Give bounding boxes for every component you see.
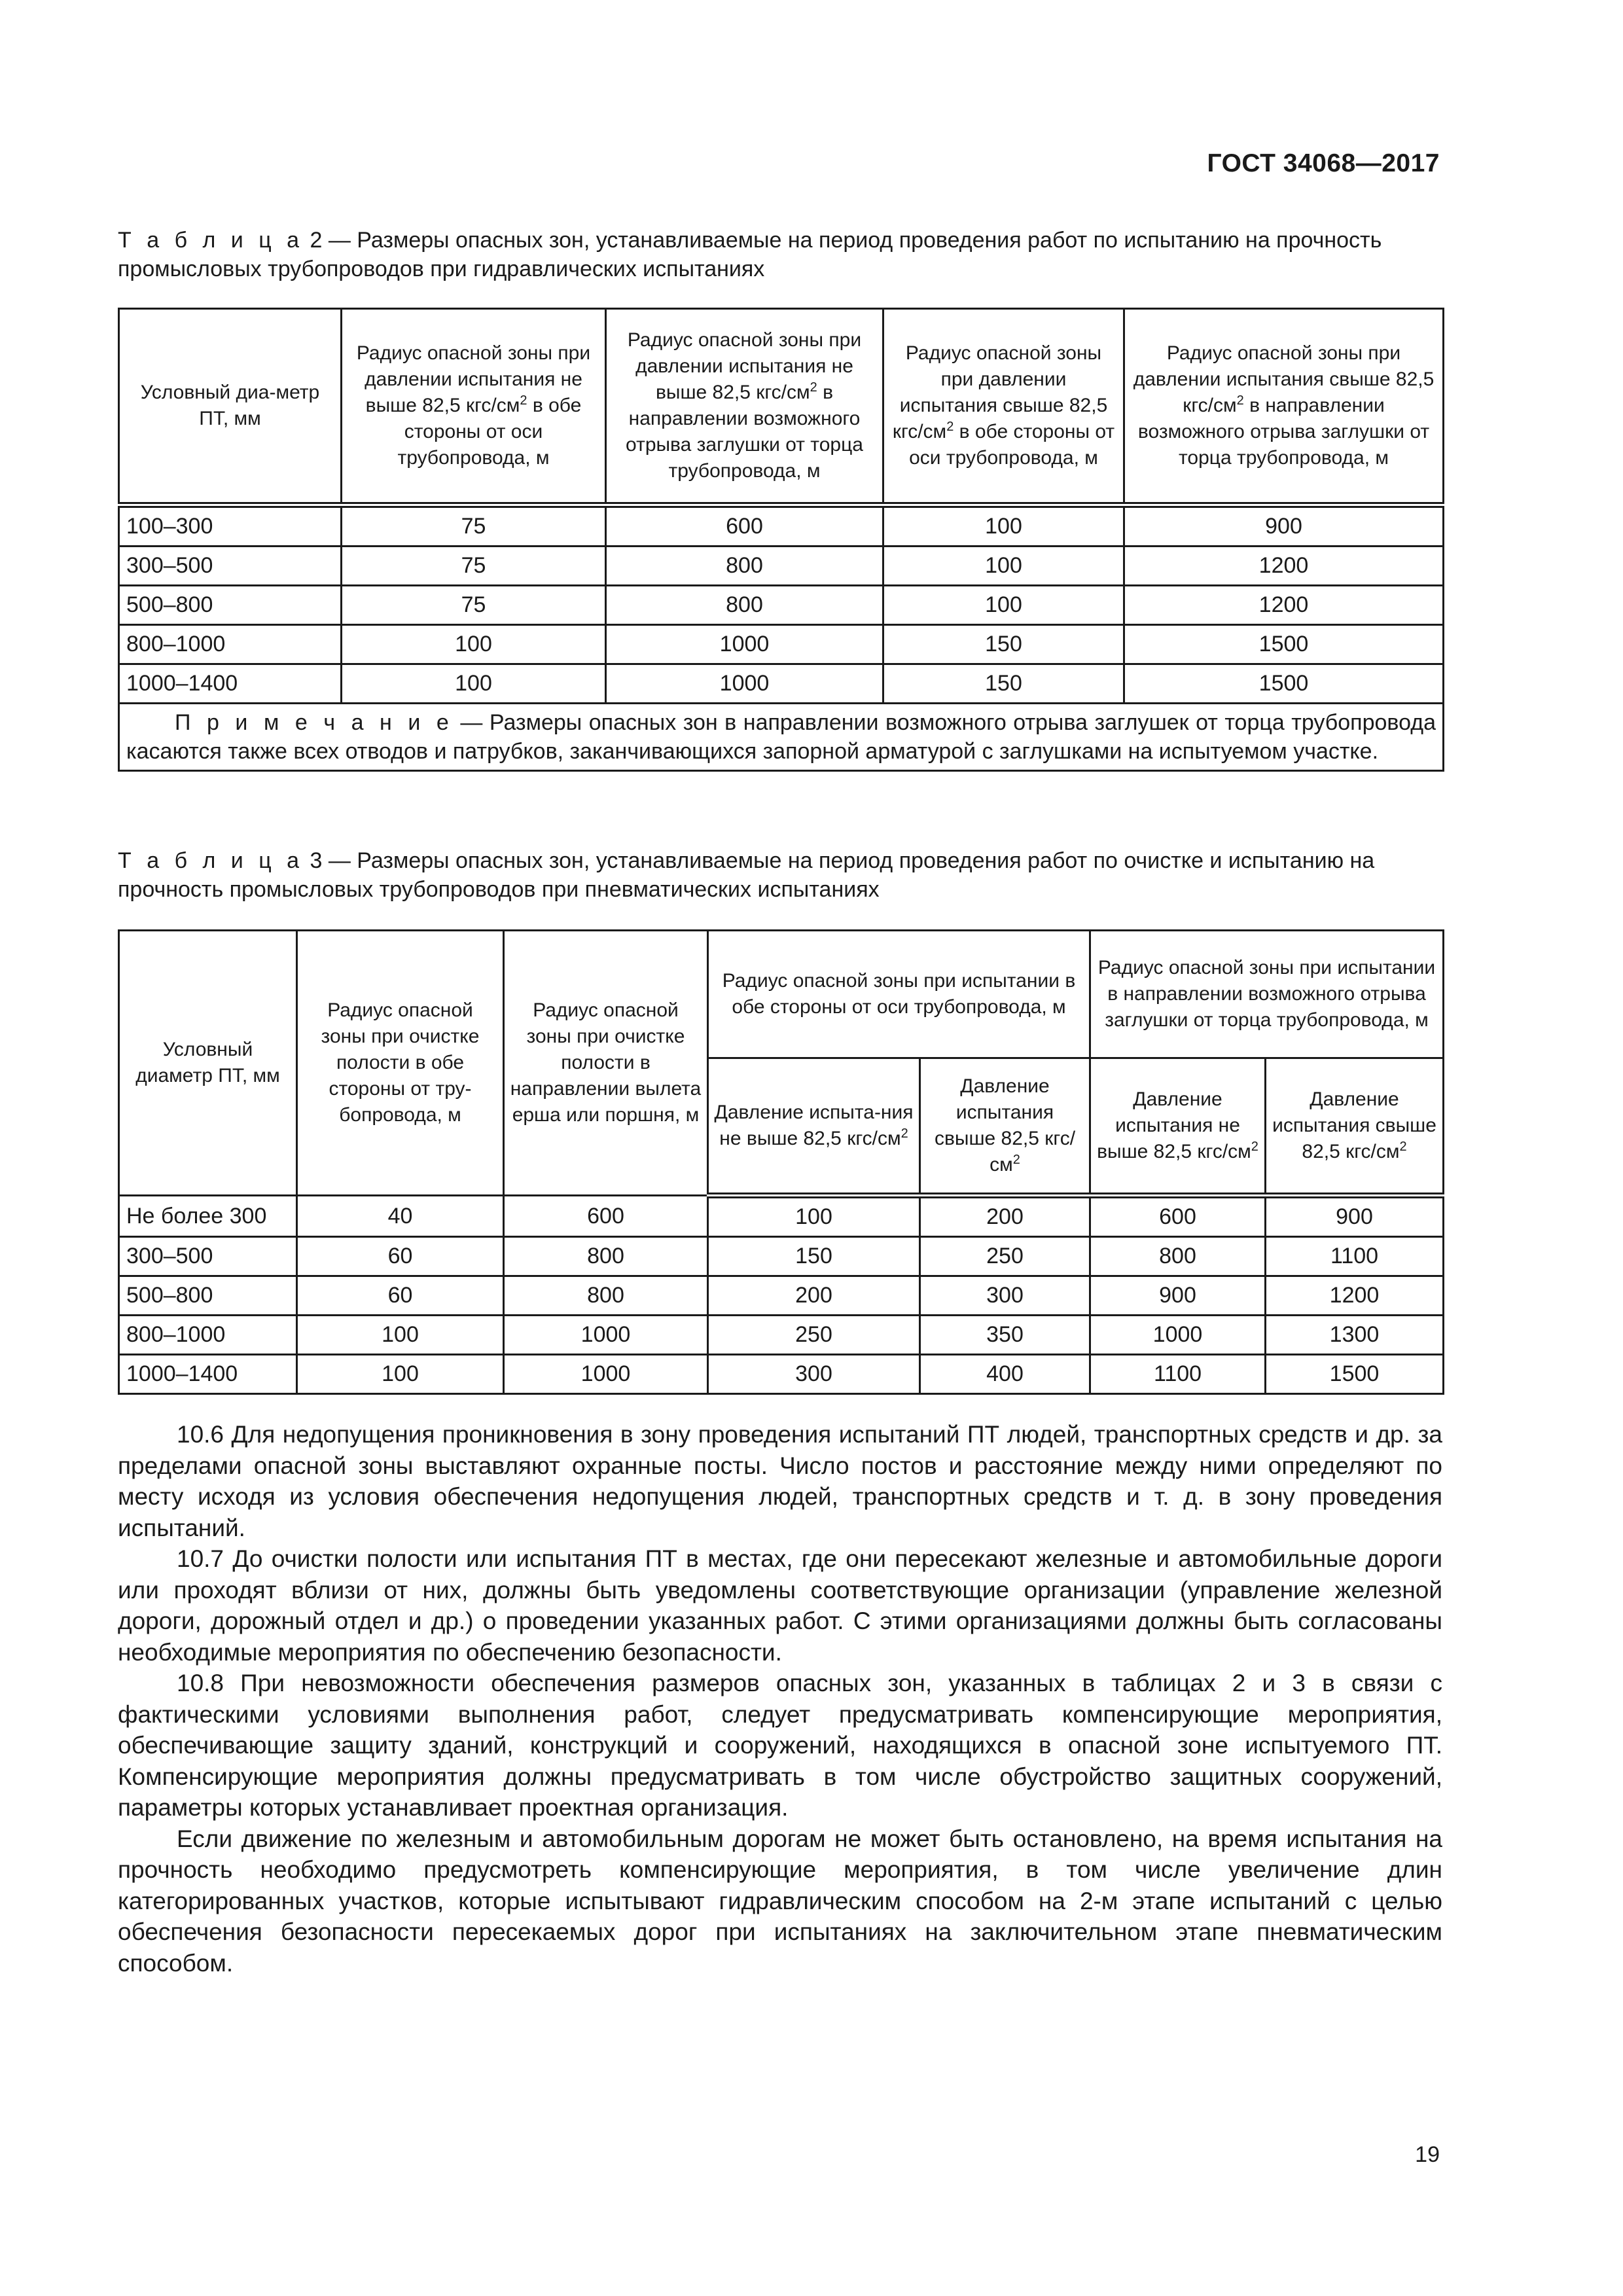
table2-cell: 500–800 [119,586,342,625]
table2-cell: 75 [342,547,606,586]
table2-header-diameter: Условный диа-метр ПТ, мм [119,309,342,505]
table3-cell: 1100 [1090,1355,1266,1394]
table2-cell: 1500 [1124,625,1444,664]
table2-header-row [119,309,1444,505]
table3-cell: 300 [708,1355,920,1394]
table3-cell: 600 [1090,1196,1266,1237]
table2-cell: 800 [606,586,883,625]
table3-cell: 250 [708,1316,920,1355]
paragraph-10-6: 10.6 Для недопущения проникновения в зону проведения испытаний ПТ людей, транспортных средств и др. за пределами опасной зоны выставляют охранные посты. Число постов и расстояние между ними определяют по месту исходя из условия обеспечения недопущения людей, транспортных средств и т. д. в зону проведения испытаний. [118,1421,1442,1541]
table3-cell: 100 [297,1316,504,1355]
table3-cell: 40 [297,1196,504,1237]
table3-cell: 100 [297,1355,504,1394]
table2-cell: 75 [342,505,606,547]
table-row [119,664,1444,704]
table3-cell: 800 [504,1276,708,1316]
table3 [118,929,1444,1395]
table-row [119,547,1444,586]
table-row [119,1237,1444,1276]
table2-cell: 150 [883,625,1124,664]
table3-cell: 400 [920,1355,1090,1394]
table2-caption-label: Т а б л и ц а [118,228,304,253]
table2-cell: 300–500 [119,547,342,586]
table3-cell: 800 [504,1237,708,1276]
table2-note-row [119,704,1444,771]
table3-cell: 300 [920,1276,1090,1316]
table-row [119,1316,1444,1355]
table2-note-text: — Размеры опасных зон в направлении возможного отрыва заглушек от торца трубопровода касаются также всех отводов и патрубков, заканчивающихся запорной арматурой с заглушками на испытуемом участке. [126,710,1436,764]
table3-cell: 1300 [1266,1316,1444,1355]
table2-caption [118,226,1440,283]
table3-subheader-high-plug: Давление испытания свыше 82,5 кгс/$см^2$ [1266,1058,1444,1196]
table3-header-test-both: Радиус опасной зоны при испытании в обе стороны от оси трубопровода, м [708,931,1090,1058]
table3-cell: Не более 300 [119,1196,297,1237]
table3-cell: 150 [708,1237,920,1276]
table2-cell: 100 [883,505,1124,547]
table2-cell: 1200 [1124,547,1444,586]
table3-cell: 200 [920,1196,1090,1237]
page-number: 19 [1415,2142,1440,2167]
table2-header-radius-high-both: Радиус опасной зоны при давлении испытания свыше 82,5 кгс/$см^2$ в обе стороны от оси трубопровода, м [883,309,1124,505]
table3-cell: 100 [708,1196,920,1237]
table3-header-diameter: Условный диаметр ПТ, мм [119,931,297,1196]
table2-cell: 100 [883,586,1124,625]
table3-header-cleaning-both: Радиус опасной зоны при очистке полости в обе стороны от тру-бопровода, м [297,931,504,1196]
table3-subheader-high-both: Давление испытания свыше 82,5 кгс/$см^2$ [920,1058,1090,1196]
table2-cell: 1000 [606,664,883,704]
table3-cell: 500–800 [119,1276,297,1316]
table-row [119,625,1444,664]
table2-note-label: П р и м е ч а н и е [175,710,454,735]
table3-cell: 350 [920,1316,1090,1355]
body-text [118,1419,1442,1979]
table-row [119,586,1444,625]
table3-cell: 900 [1266,1196,1444,1237]
table-row [119,1355,1444,1394]
table3-cell: 300–500 [119,1237,297,1276]
table3-subheader-low-plug: Давление испытания не выше 82,5 кгс/$см^2$ [1090,1058,1266,1196]
table3-header-cleaning-pig: Радиус опасной зоны при очистке полости в направлении вылета ерша или поршня, м [504,931,708,1196]
table2-cell: 800–1000 [119,625,342,664]
document-id: ГОСТ 34068—2017 [1207,149,1440,177]
table2-cell: 1500 [1124,664,1444,704]
table3-header-row-top [119,931,1444,1058]
table2 [118,308,1444,772]
table2-cell: 100 [342,625,606,664]
table-row [119,505,1444,547]
table3-cell: 1500 [1266,1355,1444,1394]
table2-cell: 75 [342,586,606,625]
table3-cell: 1000 [504,1355,708,1394]
table2-cell: 900 [1124,505,1444,547]
table3-cell: 1000 [504,1316,708,1355]
table2-cell: 800 [606,547,883,586]
table-row [119,1276,1444,1316]
table3-cell: 800–1000 [119,1316,297,1355]
table2-cell: 600 [606,505,883,547]
table3-caption-label: Т а б л и ц а [118,848,304,873]
table3-cell: 200 [708,1276,920,1316]
table2-cell: 1000–1400 [119,664,342,704]
table2-cell: 1200 [1124,586,1444,625]
table3-cell: 600 [504,1196,708,1237]
table3-cell: 1100 [1266,1237,1444,1276]
paragraph-10-8: 10.8 При невозможности обеспечения размеров опасных зон, указанных в таблицах 2 и 3 в связи с фактическими условиями выполнения работ, следует предусматривать компенсирующие мероприятия, обеспечивающие защиту зданий, конструкций и сооружений, находящихся в опасной зоне испытуемого ПТ. Компенсирующие мероприятия должны предусматривать в том числе обустройство защитных сооружений, параметры которых устанавливает проектная организация. [118,1670,1442,1821]
table2-note [119,704,1444,771]
table2-cell: 100–300 [119,505,342,547]
table3-cell: 900 [1090,1276,1266,1316]
table3-caption [118,846,1440,904]
table3-caption-text: 3 — Размеры опасных зон, устанавливаемые на период проведения работ по очистке и испытанию на прочность промысловых трубопроводов при пневматических испытаниях [118,848,1375,902]
table2-header-radius-high-plug: Радиус опасной зоны при давлении испытания свыше 82,5 кгс/$см^2$ в направлении возможного отрыва заглушки от торца трубопровода, м [1124,309,1444,505]
table-row [119,1196,1444,1237]
table3-cell: 60 [297,1237,504,1276]
table2-cell: 1000 [606,625,883,664]
table2-cell: 100 [342,664,606,704]
table3-cell: 800 [1090,1237,1266,1276]
table3-cell: 1200 [1266,1276,1444,1316]
paragraph-10-8-cont: Если движение по железным и автомобильным дорогам не может быть остановлено, на время испытания на прочность необходимо предусмотреть компенсирующие мероприятия, в том числе увеличение длин категорированных участков, которые испытывают гидравлическим способом на 2-м этапе испытаний с целью обеспечения безопасности пересекаемых дорог при испытаниях на заключительном этапе пневматическим способом. [118,1825,1442,1977]
table3-header-test-plug: Радиус опасной зоны при испытании в направлении возможного отрыва заглушки от торца трубопровода, м [1090,931,1444,1058]
table2-caption-text: 2 — Размеры опасных зон, устанавливаемые на период проведения работ по испытанию на прочность промысловых трубопроводов при гидравлических испытаниях [118,228,1382,281]
table2-cell: 150 [883,664,1124,704]
table3-cell: 250 [920,1237,1090,1276]
table2-header-radius-low-both: Радиус опасной зоны при давлении испытания не выше 82,5 кгс/$см^2$ в обе стороны от оси трубопровода, м [342,309,606,505]
table3-cell: 1000–1400 [119,1355,297,1394]
table3-cell: 1000 [1090,1316,1266,1355]
table2-header-radius-low-plug: Радиус опасной зоны при давлении испытания не выше 82,5 кгс/$см^2$ в направлении возможного отрыва заглушки от торца трубопровода, м [606,309,883,505]
paragraph-10-7: 10.7 До очистки полости или испытания ПТ в местах, где они пересекают железные и автомобильные дороги или проходят вблизи от них, должны быть уведомлены соответствующие организации (управление железной дороги, дорожный отдел и др.) о проведении указанных работ. С этими организациями должны быть согласованы необходимые мероприятия по обеспечению безопасности. [118,1545,1442,1666]
table2-cell: 100 [883,547,1124,586]
table3-subheader-low-both: Давление испыта-ния не выше 82,5 кгс/$см^2$ [708,1058,920,1196]
table3-cell: 60 [297,1276,504,1316]
